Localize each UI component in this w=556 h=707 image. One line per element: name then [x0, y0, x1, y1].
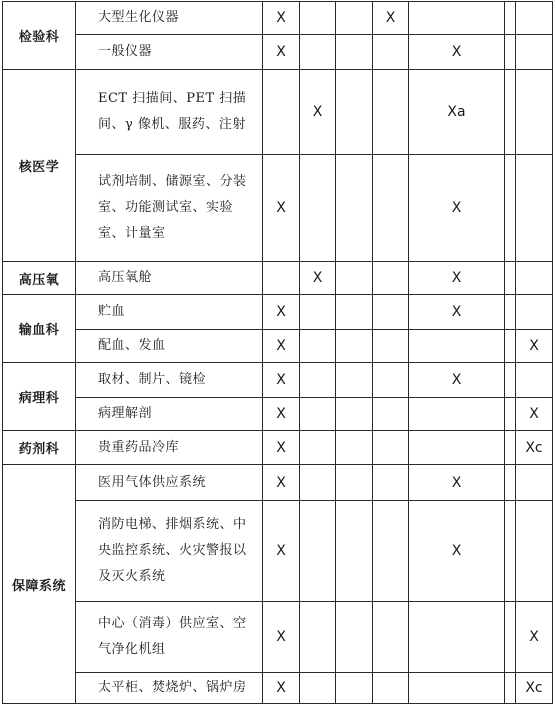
mark-cell — [505, 70, 516, 155]
mark-cell — [505, 35, 516, 70]
mark-cell: X — [409, 35, 505, 70]
mark-cell — [505, 295, 516, 330]
mark-cell — [300, 2, 336, 35]
mark-cell — [373, 465, 409, 501]
item-cell: 贵重药品冷库 — [76, 431, 263, 465]
mark-cell: X — [409, 295, 505, 330]
mark-cell: X — [409, 501, 505, 602]
mark-cell — [409, 2, 505, 35]
mark-cell — [505, 262, 516, 295]
mark-cell — [409, 330, 505, 363]
item-cell: 病理解剖 — [76, 398, 263, 431]
mark-cell: X — [409, 465, 505, 501]
mark-cell — [336, 155, 373, 262]
dept-cell: 检验科 — [3, 2, 76, 70]
table-row — [3, 330, 553, 363]
mark-cell — [336, 398, 373, 431]
table-row — [3, 35, 553, 70]
mark-cell — [300, 398, 336, 431]
item-cell: 医用气体供应系统 — [76, 465, 263, 501]
mark-cell — [373, 35, 409, 70]
item-cell: 中心（消毒）供应室、空气净化机组 — [76, 602, 263, 673]
mark-cell — [505, 2, 516, 35]
mark-cell — [373, 501, 409, 602]
mark-cell — [516, 2, 553, 35]
mark-cell: X — [409, 155, 505, 262]
mark-cell — [516, 295, 553, 330]
item-cell: 取材、制片、镜检 — [76, 363, 263, 398]
mark-cell: Xc — [516, 673, 553, 704]
mark-cell: X — [263, 363, 300, 398]
mark-cell: X — [409, 262, 505, 295]
item-cell: 贮血 — [76, 295, 263, 330]
mark-cell: X — [516, 330, 553, 363]
mark-cell — [516, 465, 553, 501]
mark-cell — [336, 35, 373, 70]
mark-cell — [373, 262, 409, 295]
mark-cell — [505, 398, 516, 431]
mark-cell — [373, 155, 409, 262]
item-cell: 高压氧舱 — [76, 262, 263, 295]
mark-cell — [409, 673, 505, 704]
mark-cell — [516, 155, 553, 262]
mark-cell — [516, 35, 553, 70]
item-cell: 消防电梯、排烟系统、中央监控系统、火灾警报以及灭火系统 — [76, 501, 263, 602]
mark-cell — [505, 501, 516, 602]
mark-cell — [505, 363, 516, 398]
mark-cell — [336, 2, 373, 35]
dept-cell: 保障系统 — [3, 465, 76, 704]
dept-cell: 核医学 — [3, 70, 76, 262]
mark-cell — [409, 431, 505, 465]
mark-cell: X — [263, 465, 300, 501]
table-row — [3, 431, 553, 465]
table-row — [3, 363, 553, 398]
mark-cell: X — [263, 398, 300, 431]
item-cell: 试剂培制、储源室、分装室、功能测试室、实验室、计量室 — [76, 155, 263, 262]
mark-cell — [300, 501, 336, 602]
mark-cell — [336, 262, 373, 295]
mark-cell: X — [263, 602, 300, 673]
mark-cell — [505, 673, 516, 704]
table-row — [3, 295, 553, 330]
mark-cell — [336, 501, 373, 602]
mark-cell — [300, 295, 336, 330]
table-row — [3, 2, 553, 35]
mark-cell — [373, 673, 409, 704]
mark-cell — [373, 431, 409, 465]
mark-cell — [516, 70, 553, 155]
mark-cell — [516, 501, 553, 602]
item-cell: 一般仪器 — [76, 35, 263, 70]
requirements-table — [2, 1, 553, 704]
mark-cell — [505, 330, 516, 363]
mark-cell — [516, 262, 553, 295]
mark-cell: X — [263, 2, 300, 35]
mark-cell — [336, 295, 373, 330]
mark-cell — [300, 363, 336, 398]
mark-cell — [409, 398, 505, 431]
dept-cell: 输血科 — [3, 295, 76, 363]
mark-cell — [505, 155, 516, 262]
mark-cell — [409, 602, 505, 673]
table-row — [3, 501, 553, 602]
mark-cell — [373, 363, 409, 398]
table-row — [3, 155, 553, 262]
mark-cell — [336, 465, 373, 501]
mark-cell — [300, 155, 336, 262]
mark-cell — [516, 363, 553, 398]
table-row — [3, 398, 553, 431]
mark-cell: Xa — [409, 70, 505, 155]
table-row — [3, 262, 553, 295]
requirements-table-container — [2, 1, 552, 704]
table-row — [3, 70, 553, 155]
mark-cell: X — [300, 70, 336, 155]
mark-cell — [373, 295, 409, 330]
mark-cell — [300, 673, 336, 704]
mark-cell — [336, 330, 373, 363]
mark-cell — [263, 70, 300, 155]
mark-cell — [300, 602, 336, 673]
mark-cell — [300, 465, 336, 501]
mark-cell: X — [409, 363, 505, 398]
mark-cell — [373, 398, 409, 431]
mark-cell: X — [263, 295, 300, 330]
mark-cell: X — [516, 398, 553, 431]
item-cell: 大型生化仪器 — [76, 2, 263, 35]
mark-cell: X — [263, 673, 300, 704]
table-row — [3, 602, 553, 673]
mark-cell — [336, 673, 373, 704]
mark-cell — [373, 330, 409, 363]
dept-cell: 高压氧 — [3, 262, 76, 295]
mark-cell: X — [516, 602, 553, 673]
mark-cell — [505, 602, 516, 673]
item-cell: ECT 扫描间、PET 扫描间、γ 像机、服药、注射 — [76, 70, 263, 155]
dept-cell: 病理科 — [3, 363, 76, 431]
dept-cell: 药剂科 — [3, 431, 76, 465]
mark-cell — [336, 602, 373, 673]
mark-cell — [373, 602, 409, 673]
mark-cell: X — [263, 431, 300, 465]
mark-cell — [300, 431, 336, 465]
mark-cell: X — [263, 330, 300, 363]
mark-cell — [263, 262, 300, 295]
mark-cell: X — [263, 501, 300, 602]
table-row — [3, 465, 553, 501]
mark-cell: X — [263, 35, 300, 70]
mark-cell: X — [300, 262, 336, 295]
item-cell: 配血、发血 — [76, 330, 263, 363]
mark-cell — [336, 70, 373, 155]
mark-cell — [300, 330, 336, 363]
mark-cell — [336, 431, 373, 465]
mark-cell: Xc — [516, 431, 553, 465]
mark-cell: X — [263, 155, 300, 262]
mark-cell — [336, 363, 373, 398]
item-cell: 太平柜、焚烧炉、锅炉房 — [76, 673, 263, 704]
mark-cell — [505, 431, 516, 465]
mark-cell — [300, 35, 336, 70]
mark-cell: X — [373, 2, 409, 35]
mark-cell — [373, 70, 409, 155]
table-row — [3, 673, 553, 704]
mark-cell — [505, 465, 516, 501]
